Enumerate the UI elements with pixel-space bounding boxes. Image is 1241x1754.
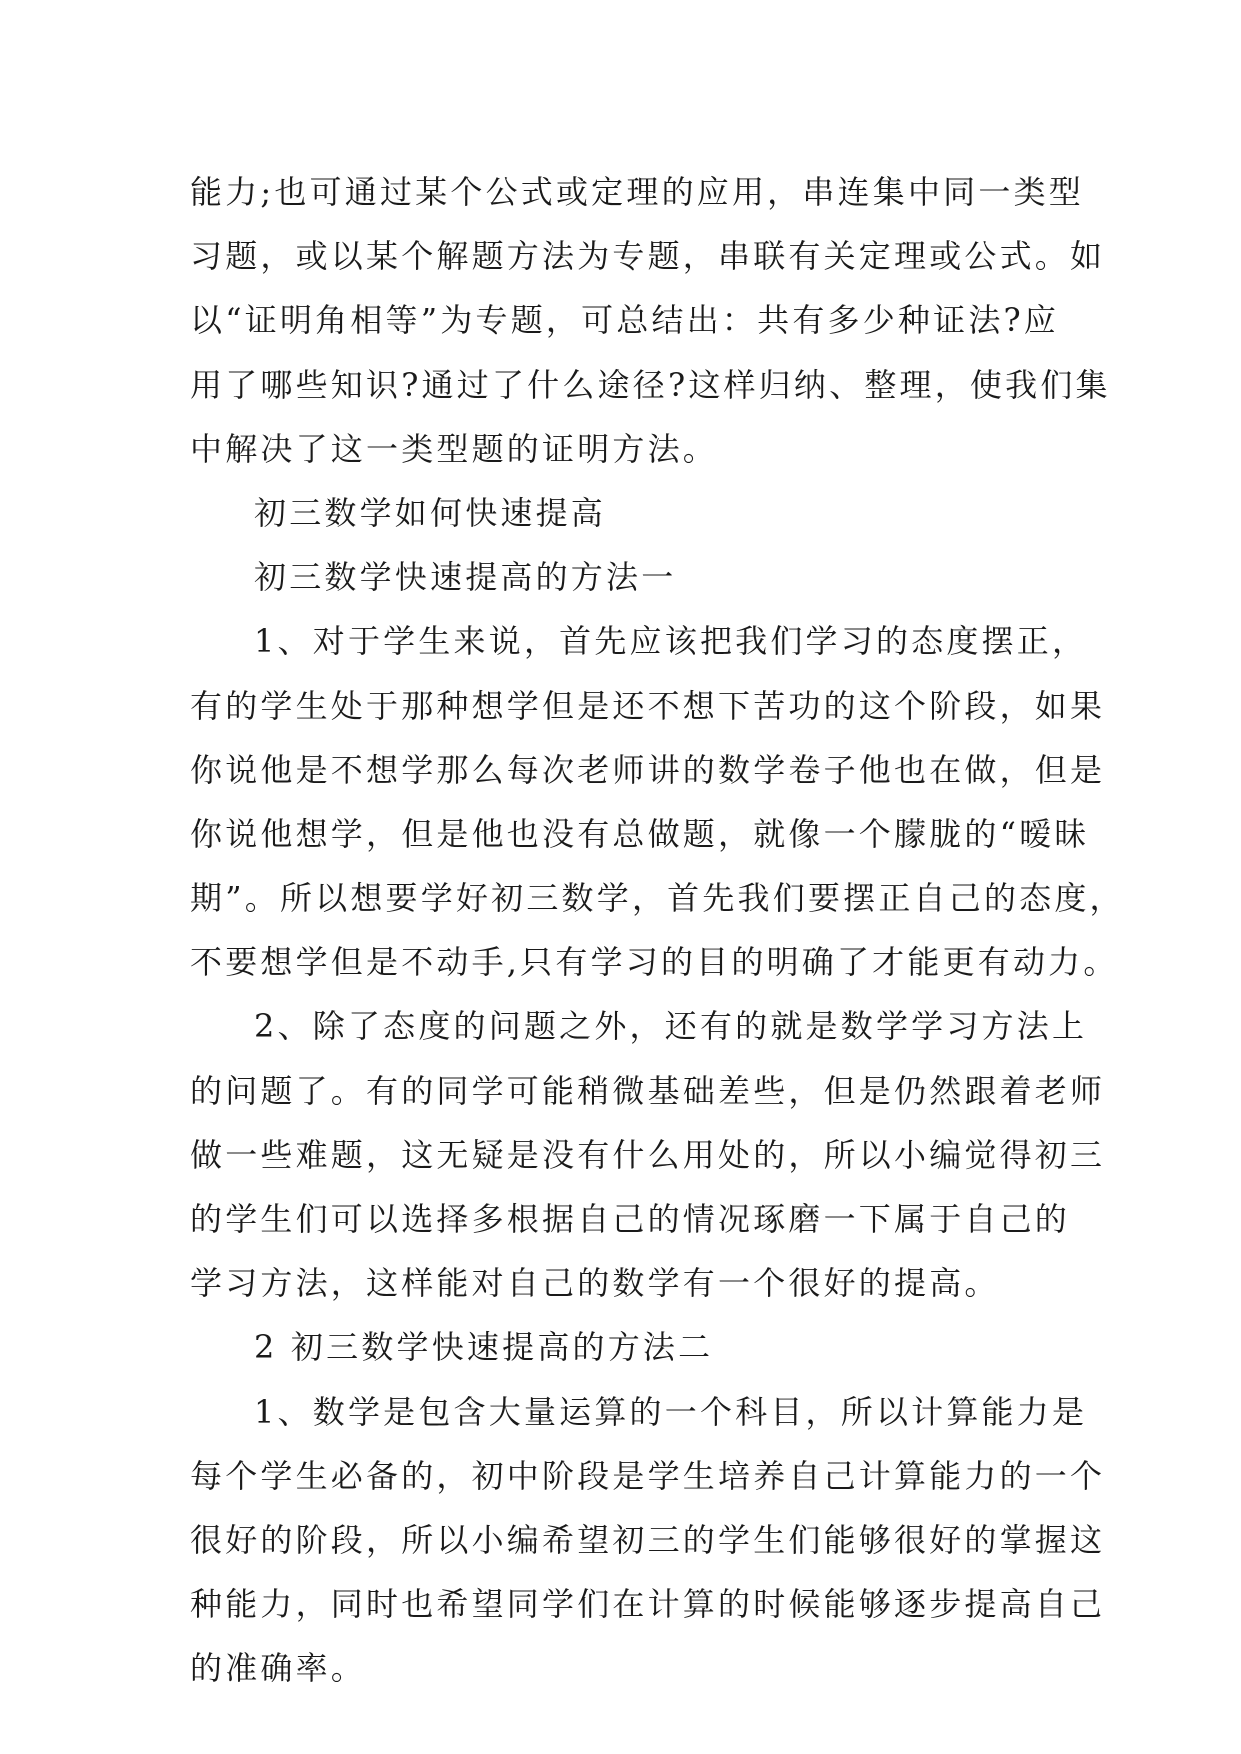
- document-body: [190, 160, 1125, 1701]
- text-line: 中解决了这一类型题的证明方法。: [190, 429, 719, 468]
- text-line: 习题，或以某个解题方法为专题，串联有关定理或公式。如: [190, 237, 1106, 276]
- text-line: 能力;也可通过某个公式或定理的应用，串连集中同一类型: [190, 173, 1084, 211]
- text-line: 做一些难题，这无疑是没有什么用处的，所以小编觉得初三: [190, 1135, 1106, 1174]
- text-line: 你说他是不想学那么每次老师讲的数学卷子他也在做，但是: [190, 750, 1106, 789]
- text-line: 用了哪些知识?通过了什么途径?这样归纳、整理，使我们集: [190, 365, 1111, 404]
- text-line: 1、对于学生来说，首先应该把我们学习的态度摆正，: [254, 622, 1088, 661]
- text-line: 的问题了。有的同学可能稍微基础差些，但是仍然跟着老师: [190, 1071, 1106, 1110]
- text-line: 种能力，同时也希望同学们在计算的时候能够逐步提高自己: [190, 1585, 1106, 1624]
- section-heading: 初三数学如何快速提高: [254, 493, 607, 532]
- text-line: 很好的阶段，所以小编希望初三的学生们能够很好的掌握这: [190, 1520, 1106, 1559]
- text-line: 的学生们可以选择多根据自己的情况琢磨一下属于自己的: [190, 1200, 1071, 1238]
- text-line: 2、除了态度的问题之外，还有的就是数学学习方法上: [254, 1007, 1088, 1046]
- text-line: 有的学生处于那种想学但是还不想下苦功的这个阶段，如果: [190, 686, 1106, 725]
- text-line: 你说他想学，但是他也没有总做题，就像一个朦胧的“暧昧: [190, 814, 1090, 853]
- text-line: 1、数学是包含大量运算的一个科目，所以计算能力是: [254, 1392, 1088, 1431]
- text-line: 不要想学但是不动手,只有学习的目的明确了才能更有动力。: [190, 943, 1119, 982]
- subsection-heading: 2 初三数学快速提高的方法二: [254, 1328, 714, 1367]
- text-line: 学习方法，这样能对自己的数学有一个很好的提高。: [190, 1264, 1000, 1303]
- text-line: 的准确率。: [190, 1649, 367, 1688]
- subsection-heading: 初三数学快速提高的方法一: [254, 558, 677, 597]
- text-line: 期”。所以想要学好初三数学，首先我们要摆正自己的态度，: [190, 879, 1125, 918]
- text-line: 每个学生必备的，初中阶段是学生培养自己计算能力的一个: [190, 1456, 1106, 1495]
- text-line: 以“证明角相等”为专题，可总结出：共有多少种证法?应: [190, 301, 1060, 340]
